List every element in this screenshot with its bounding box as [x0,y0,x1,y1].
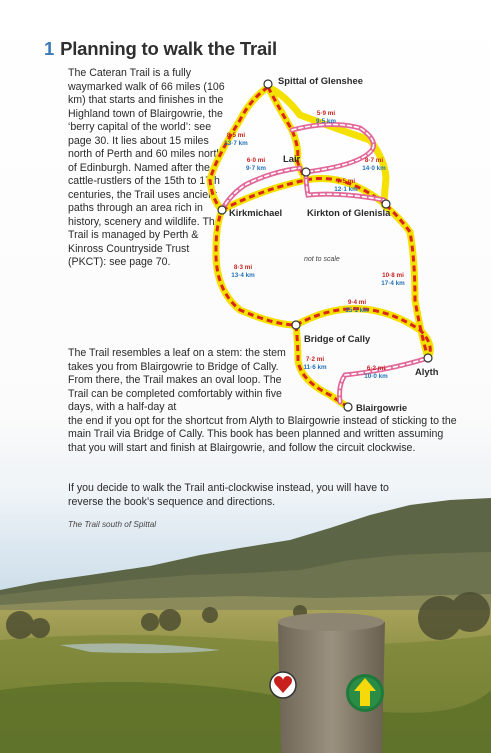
dist-lair-kirkton-km: 14·0 km [362,165,386,172]
label-bridge-of-cally: Bridge of Cally [304,333,371,344]
dist-alyth-blairgowrie-mi: 6·2 mi [366,365,386,372]
leaf-paragraph-rest: the end if you opt for the shortcut from Alyth to Blairgowrie instead of sticking to the main Trail via Bridge of Cally. This book has been planned and written assuming that you will start and finish at Blairgowrie, and follow the circuit clockwise. [68,414,457,454]
label-kirkton: Kirkton of Glenisla [307,207,391,218]
dist-spittal-kirkmichael-km: 13·7 km [224,140,248,147]
dist-kirkmichael-lair-mi: 6·0 mi [246,157,266,164]
intro-paragraph: The Cateran Trail is a fully waymarked walk of 66 miles (106 km) that starts and finishes in the Highland town of Blairgowrie, the ‘berry capital of the world’: see page 30. It lies about 15 miles north of Perth and 60 miles north of Edinburgh. Named after the cattle-rustlers of the 15th to 17th centuries, the Trail uses ancient paths through an area rich in history, scenery and wildlife. The Trail is managed by Perth & Kinross Countryside Trust (PKCT): see page 70. [68,67,225,268]
node-spittal [264,80,272,88]
node-bridge-of-cally [292,321,300,329]
photo-caption: The Trail south of Spittal [68,520,157,529]
dist-cally-blairgowrie-mi: 7·2 mi [305,356,325,363]
label-kirkmichael: Kirkmichael [229,207,283,218]
chapter-number: 1 [44,38,55,59]
dist-cally-alyth-mi: 9·4 mi [347,299,367,306]
dist-kirkmichael-cally-km: 13·4 km [231,272,255,279]
not-to-scale-label: not to scale [304,256,340,263]
label-spittal: Spittal of Glenshee [278,75,363,86]
node-blairgowrie [344,403,352,411]
dist-spittal-kirkton-km: 9·5 km [316,118,336,125]
dist-lair-kirkton-mi: 8·7 mi [364,157,384,164]
dist-spittal-kirkton-mi: 5·9 mi [316,110,336,117]
dist-cally-blairgowrie-km: 11·6 km [303,364,327,371]
leaf-paragraph-narrow: The Trail resembles a leaf on a stem: the stem takes you from Blairgowrie to Bridge of Cally. From there, the Trail makes an oval loop. The Trail can be completed comfortably within five days, with a half-day at [68,347,286,413]
label-lair: Lair [283,153,301,164]
dist-alyth-blairgowrie-km: 10·0 km [364,373,388,380]
node-lair [302,168,310,176]
dist-kirkton-alyth-km: 17·4 km [381,280,405,287]
dist-cally-alyth-km: 15·1 km [345,307,369,314]
dist-spittal-kirkmichael-mi: 8·5 mi [226,132,246,139]
dist-kirkmichael-cally-mi: 8·3 mi [233,264,253,271]
label-blairgowrie: Blairgowrie [356,402,408,413]
chapter-title: Planning to walk the Trail [60,38,277,59]
anticlockwise-paragraph: If you decide to walk the Trail anti-clockwise instead, you will have to reverse the book’s sequence and directions. [68,482,389,508]
dist-kirkton-alyth-mi: 10·8 mi [382,272,404,279]
dist-kirkton-lair-km: 12·1 km [334,186,358,193]
dist-kirkton-lair-mi: 7·5 mi [336,178,356,185]
label-alyth: Alyth [415,366,439,377]
node-alyth [424,354,432,362]
node-kirkmichael [218,206,226,214]
dist-kirkmichael-lair-km: 9·7 km [246,165,266,172]
